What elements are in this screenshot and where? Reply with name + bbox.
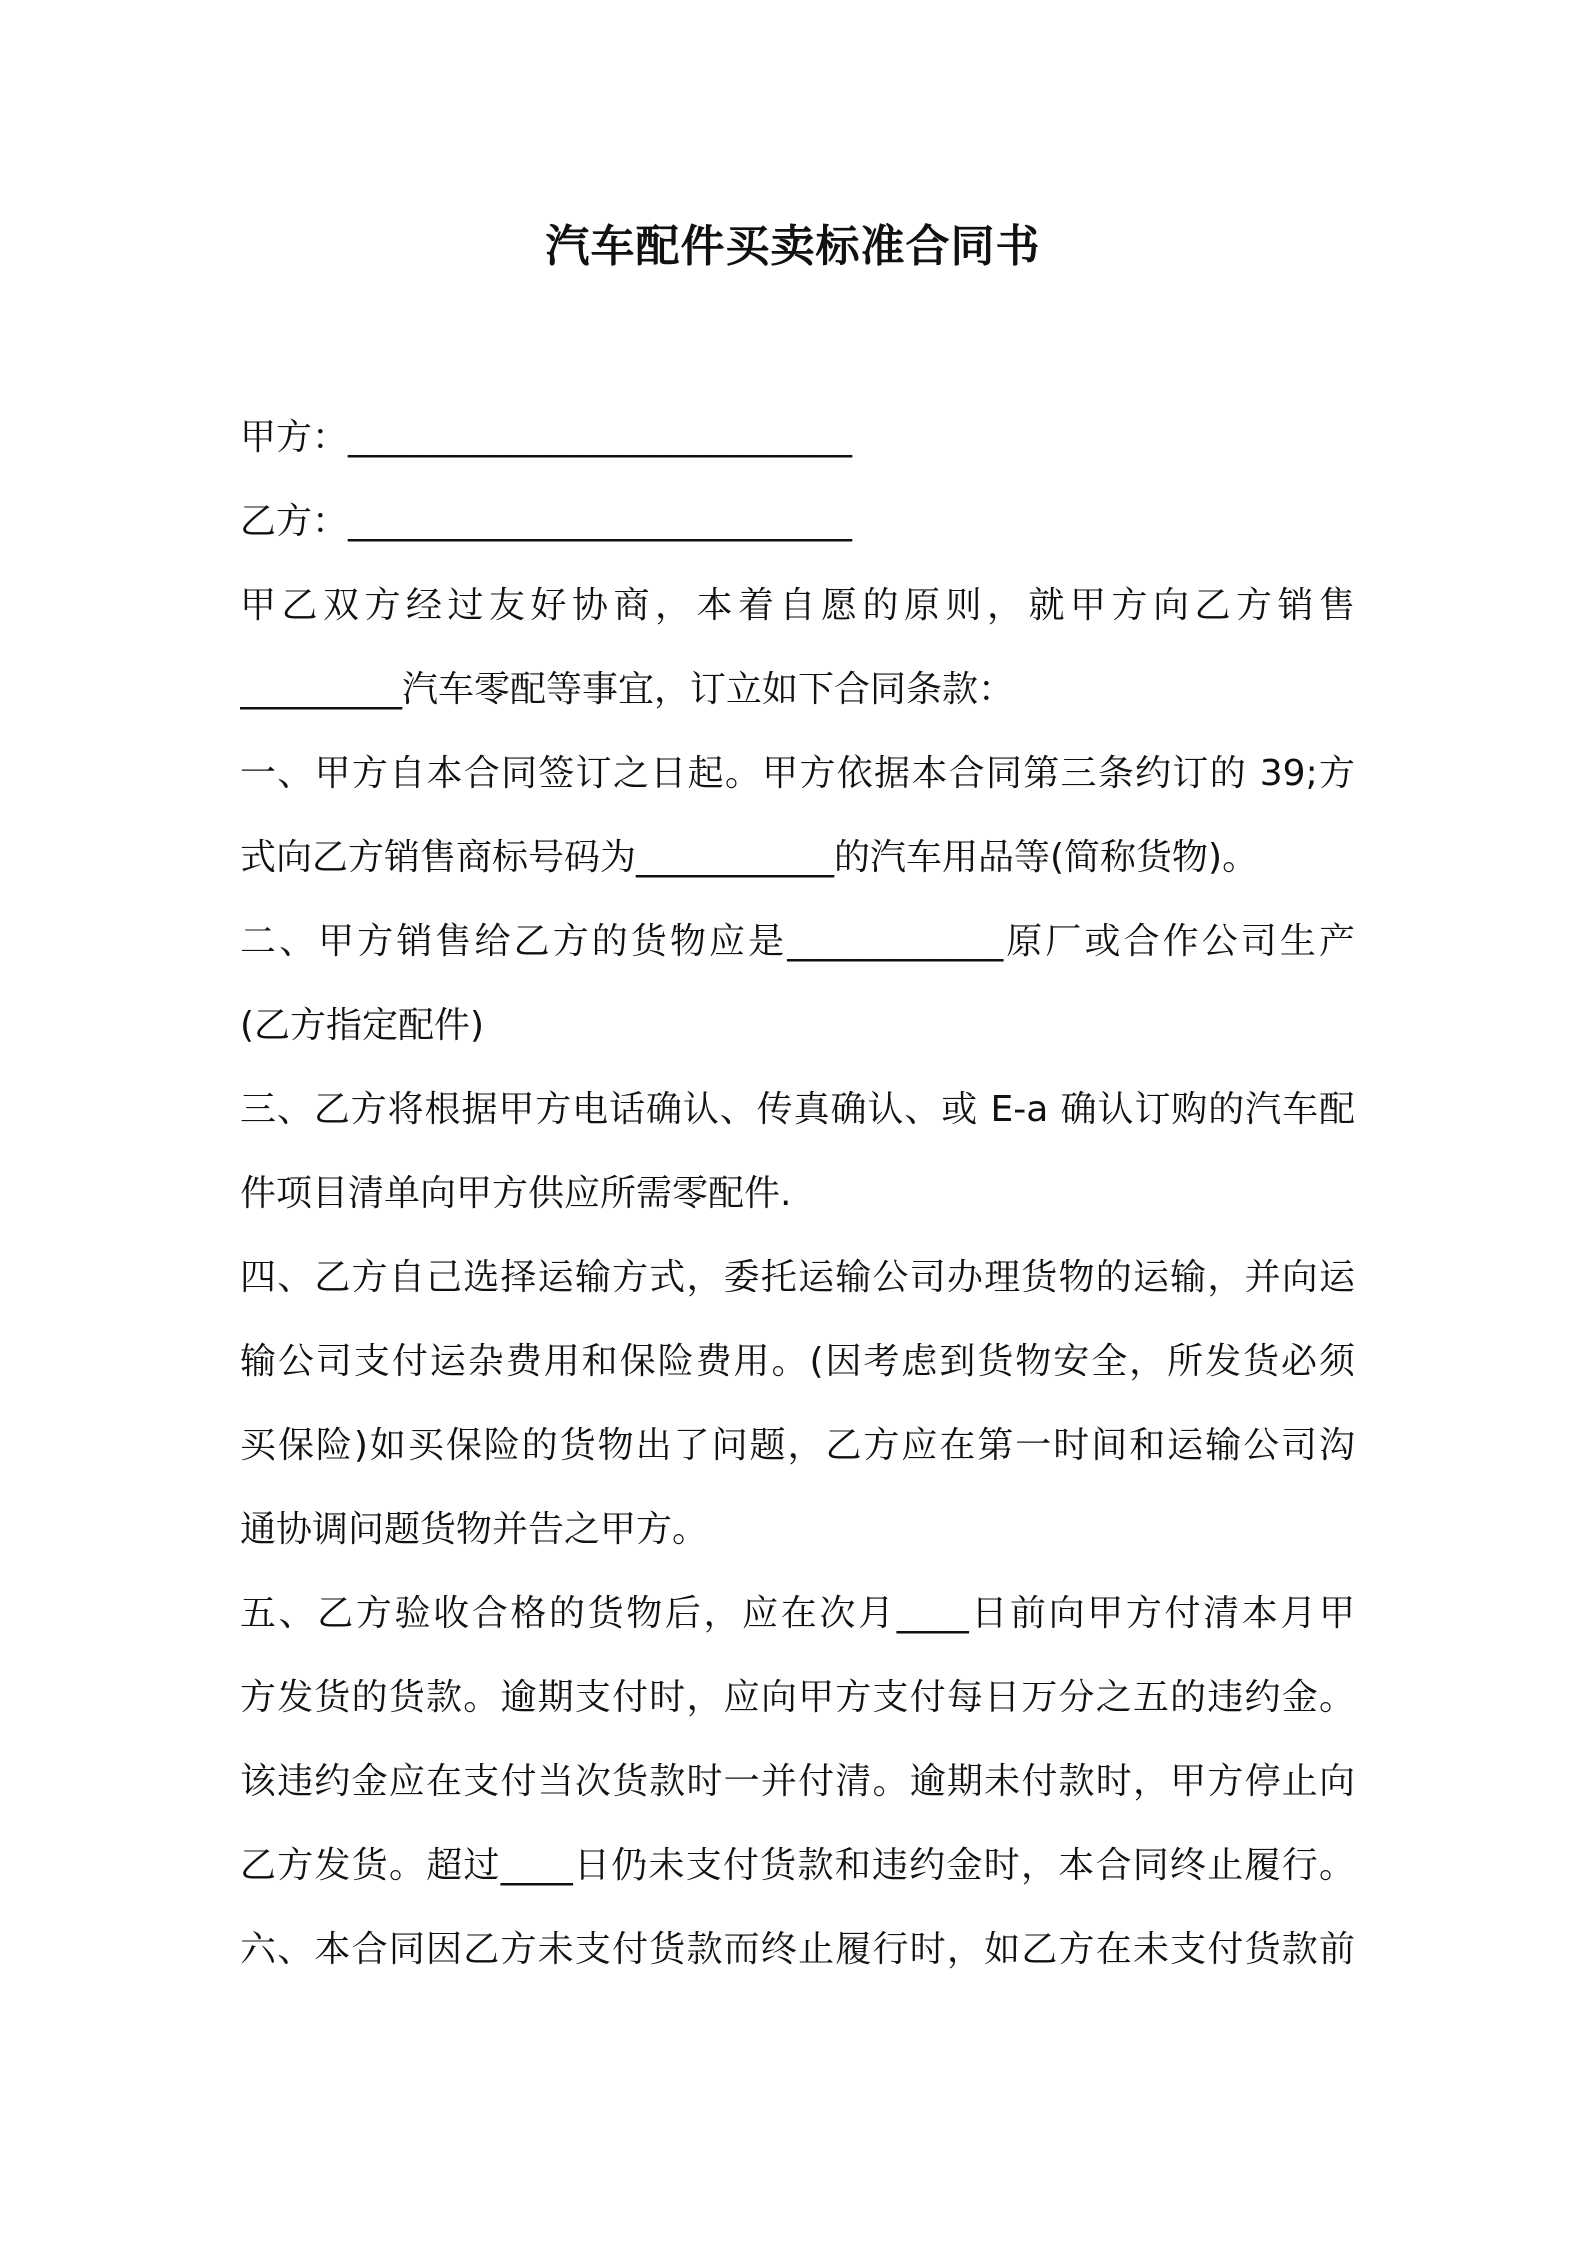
clause-6-line-1: 六、本合同因乙方未支付货款而终止履行时，如乙方在未支付货款前 — [240, 1929, 1355, 1970]
clause-4-line-2: 输公司支付运杂费用和保险费用。(因考虑到货物安全，所发货必须 — [240, 1341, 1355, 1382]
document-title: 汽车配件买卖标准合同书 — [545, 221, 1041, 272]
clause-2-line-2: (乙方指定配件) — [240, 1005, 485, 1046]
clause-5-line-1: 五、乙方验收合格的货物后，应在次月____日前向甲方付清本月甲 — [240, 1593, 1355, 1634]
clause-5-line-4: 乙方发货。超过____日仍未支付货款和违约金时，本合同终止履行。 — [240, 1845, 1355, 1886]
clause-4-line-1: 四、乙方自己选择运输方式，委托运输公司办理货物的运输，并向运 — [240, 1257, 1355, 1298]
clause-2-line-1: 二、甲方销售给乙方的货物应是____________原厂或合作公司生产 — [240, 921, 1355, 962]
intro-line-2: _________汽车零配等事宜，订立如下合同条款： — [240, 669, 1015, 710]
clause-5-line-3: 该违约金应在支付当次货款时一并付清。逾期未付款时，甲方停止向 — [240, 1761, 1355, 1802]
clause-3-line-1: 三、乙方将根据甲方电话确认、传真确认、或 E-a 确认订购的汽车配 — [240, 1089, 1355, 1130]
clause-5-line-2: 方发货的货款。逾期支付时，应向甲方支付每日万分之五的违约金。 — [240, 1677, 1355, 1718]
clause-1-line-1: 一、甲方自本合同签订之日起。甲方依据本合同第三条约订的 39;方 — [240, 753, 1355, 794]
party-a-line: 甲方：____________________________ — [240, 417, 853, 458]
party-b-line: 乙方：____________________________ — [240, 501, 853, 542]
clause-4-line-3: 买保险)如买保险的货物出了问题，乙方应在第一时间和运输公司沟 — [240, 1425, 1355, 1466]
clause-1-line-2: 式向乙方销售商标号码为___________的汽车用品等(简称货物)。 — [240, 837, 1259, 878]
clause-4-line-4: 通协调问题货物并告之甲方。 — [240, 1509, 709, 1550]
clause-3-line-2: 件项目清单向甲方供应所需零配件. — [240, 1173, 792, 1214]
intro-line-1: 甲乙双方经过友好协商，本着自愿的原则，就甲方向乙方销售 — [240, 585, 1355, 626]
